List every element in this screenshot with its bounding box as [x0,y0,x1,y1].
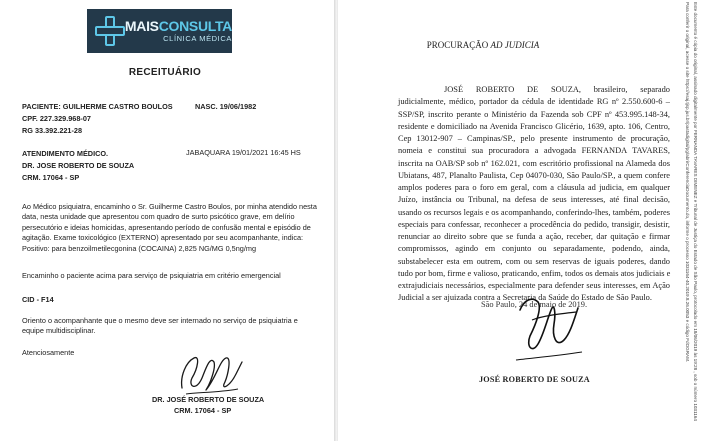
referral-line: data, nesta unidade que apresentou com quadro de surto psicótico grave, em delírio [22,212,295,222]
power-of-attorney-title [338,40,628,50]
referral-line: Ao Médico psiquiatra, encaminho o Sr. Guilherme Castro Boulos, por minha atendido nesta [22,202,317,211]
body-line: usando os recursos legais e os acompanhando, conferindo-lhes, também, poderes [398,207,670,217]
patient-cpf: CPF. 227.329.968-07 [22,114,91,123]
doctor-name: DR. JOSE ROBERTO DE SOUZA [22,161,135,170]
body-line: Ubiatans, 487, Planalto Paulista, Cep 04070-030, São Paulo/SP., a quem confere [398,170,670,180]
guidance-line: equipe multidisciplinar. [22,326,96,336]
patient-name: PACIENTE: GUILHERME CASTRO BOULOS [22,102,173,111]
body-line: nomeia e constitui sua procuradora a advogada FERNANDA TAVARES, [398,146,670,156]
service-type: ATENDIMENTO MÉDICO. [22,149,109,158]
logo-brand-accent: CONSULTA [158,18,232,35]
signature-crm: CRM. 17064 - SP [174,406,232,415]
body-line: amplos poderes para o foro em geral, com a cláusula ad judicia, em qualquer [398,183,670,192]
medical-cross-icon [95,16,119,46]
patient-birth-date: NASC. 19/06/1982 [195,102,257,111]
margin-line: Para conferir o original, acesse o site https://esaj.tjsp.jus.br/pastadigital/pg/abrirConferenciaDocumento.do, informe o processo 1031164-40.2019.8.26.0053 e código FdOGRAM. [685,2,690,363]
clinic-logo [87,9,232,53]
referral-line: persecutório e ideias homicidas, apresentando período de confusão mental e episódio de [22,222,311,232]
body-line: substabelecer esta em outrem, com ou sem reservas de iguais poderes, dando [398,256,670,266]
body-line: JOSÉ ROBERTO DE SOUZA, brasileiro, separado [444,85,670,94]
body-line: Judicial a ser ajuizada contra a Secretaria da Saúde do Estado de São Paulo. [398,293,652,303]
body-line: judicialmente, médico, portador da cédula de identidade RG nº 2.550.600-6 – [398,97,670,107]
title-italic: AD JUDICIA [490,40,540,50]
cid-code: CID - F14 [22,295,54,304]
body-line: inscrita na OAB/SP sob nº 162.021, com escritório profissional na Alameda dos [398,158,670,168]
guidance-line: Oriento o acompanhante que o mesmo deve ser internado no serviço de psiquiatria e [22,316,298,325]
body-line: SSP/SP, inscrito perante o Ministério da Fazenda sob CPF nº 453.995.148-34, [398,109,670,119]
attorney-signature-name: JOSÉ ROBERTO DE SOUZA [479,375,590,384]
power-of-attorney-body [398,84,670,305]
body-line: Juízo, instância ou Tribunal, na defesa de seus interesses, até final decisão, [398,195,670,205]
logo-brand: MAIS [124,18,159,35]
attorney-signature [508,290,586,372]
title-prefix: PROCURAÇÃO [426,40,491,50]
logo-subtitle: CLÍNICA MÉDICA [163,34,232,44]
body-line: renunciar ao direito sobre que se funda a ação, receber, dar quitação e firmar [398,232,670,241]
doctor-crm: CRM. 17064 - SP [22,173,80,182]
guidance-text [22,316,326,337]
signature-name: DR. JOSÉ ROBERTO DE SOUZA [152,395,265,404]
prescription-page [0,0,336,441]
body-line: extrajudiciais necessários, especialmente para defender seus interesses, em Ação [398,281,670,290]
body-line: especiais para confessar, reconhecer a procedência do pedido, transigir, desistir, [398,219,670,229]
power-of-attorney-date: São Paulo, 24 de maio de 2019. [481,300,588,309]
body-line: tudo por bom, firme e valioso, praticando, enfim, todos os demais atos judiciais e [398,268,671,278]
emergency-referral: Encaminho o paciente acima para serviço de psiquiatria em critério emergencial [22,271,281,280]
body-line: residente e domiciliado na Avenida Francisco Glicério, 1639, apto. 106, Centro, [398,121,670,131]
closing-salutation: Atenciosamente [22,348,75,357]
court-protocol-margin [678,2,708,439]
referral-line: Positivo: para benzoilmetilecgonina (COCAINA) 2,825 NG/MG 0,5ng/mg [22,243,257,253]
body-line: Cep 13012-907 – Campinas/SP., pelo presente instrumento de procuração, [398,134,670,143]
prescription-title: RECEITUÁRIO [128,67,202,78]
power-of-attorney-page [338,0,710,441]
doctor-signature [176,348,246,400]
referral-line: agitação. Exame toxicológico (EXTERNO) apresentado por seu acompanhante, indica: [22,233,304,243]
patient-rg: RG 33.392.221-28 [22,126,83,135]
referral-text [22,202,326,254]
place-and-time: JABAQUARA 19/01/2021 16:45 HS [186,148,301,157]
margin-line: Este documento é cópia do original, assinado digitalmente por FERNANDA TAVARES DIMENEZ e Tribunal de Justiça do Estado de São Paulo, protocolado em 18/06/2019 às 19:28 , sob o número 1031164 [693,2,698,421]
body-line: compromissos, agindo em conjunto ou separadamente, podendo, ainda, [398,244,670,254]
